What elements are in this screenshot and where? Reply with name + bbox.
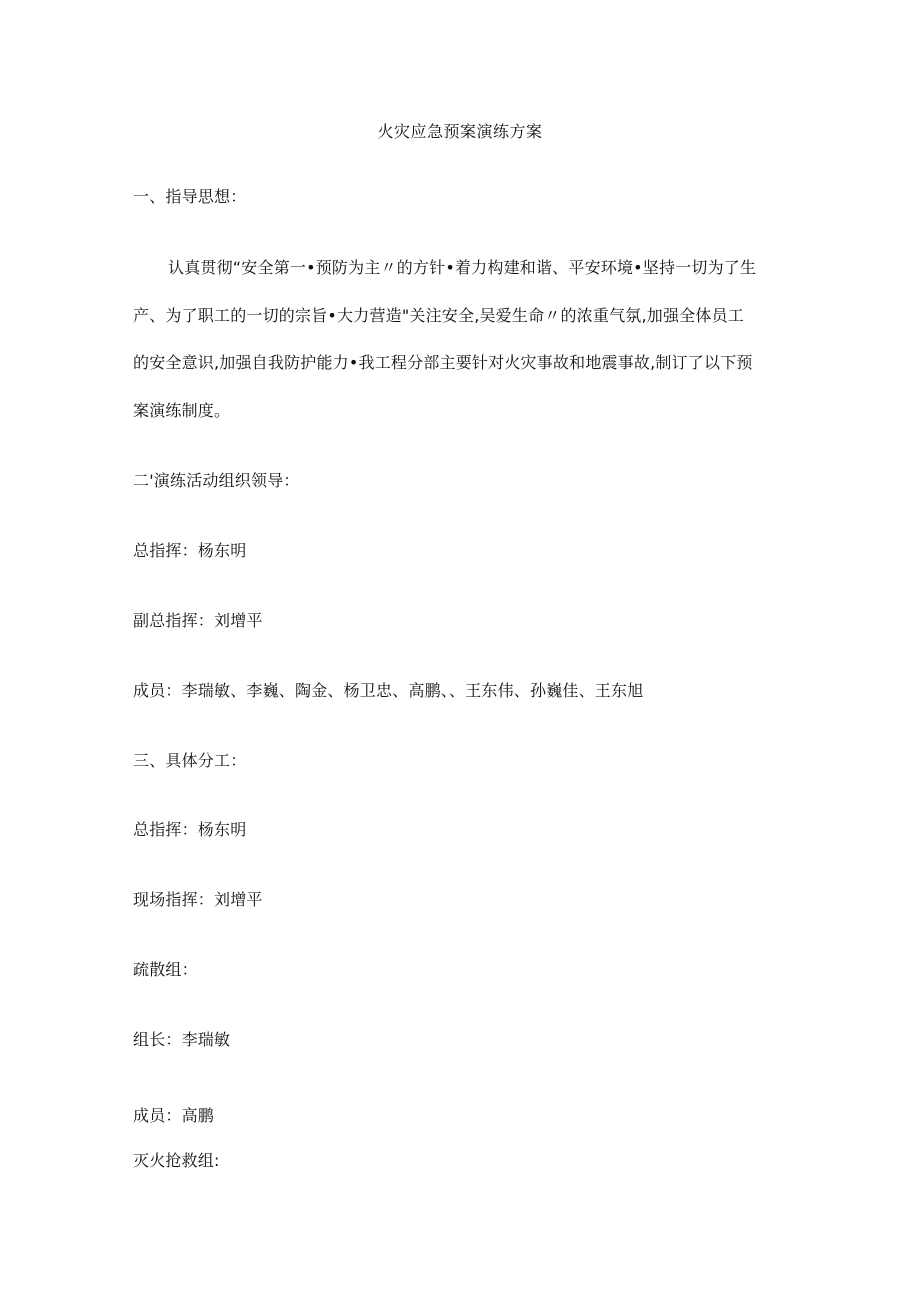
paragraph-line-4: 案演练制度。 — [133, 401, 231, 420]
site-commander-line: 现场指挥：刘增平 — [133, 890, 263, 909]
deputy-commander-line: 副总指挥：刘增平 — [133, 611, 263, 630]
paragraph-line-2: 产、为了职工的一切的宗旨•大力营造"关注安全,吴爱生命〃的浓重气氛,加强全体员工 — [133, 306, 744, 325]
commander-line: 总指挥：杨东明 — [133, 541, 247, 560]
members-line: 成员：李瑞敏、李巍、陶金、杨卫忠、高鹏、、王东伟、孙巍佳、王东旭 — [133, 681, 644, 700]
section-heading-organization: 二'演练活动组织领导： — [133, 471, 300, 490]
firefighting-group-heading: 灭火抢救组: — [133, 1151, 220, 1170]
paragraph-line-1: 认真贯彻“安全第一•预防为主〃的方针•着力构建和谐、平安环境•坚持一切为了生 — [168, 258, 757, 277]
evacuation-group-heading: 疏散组： — [133, 960, 198, 979]
paragraph-line-3: 的安全意识,加强自我防护能力•我工程分部主要针对火灾事故和地震事故,制订了以下预 — [133, 353, 753, 372]
document-title: 火灾应急预案演练方案 — [377, 122, 543, 141]
section-heading-guiding-ideology: 一、指导思想： — [133, 187, 247, 206]
evacuation-leader-line: 组长：李瑞敏 — [133, 1030, 231, 1049]
evacuation-members-line: 成员：高鹏 — [133, 1106, 215, 1125]
section-heading-division: 三、具体分工： — [133, 751, 247, 770]
division-commander-line: 总指挥：杨东明 — [133, 820, 247, 839]
